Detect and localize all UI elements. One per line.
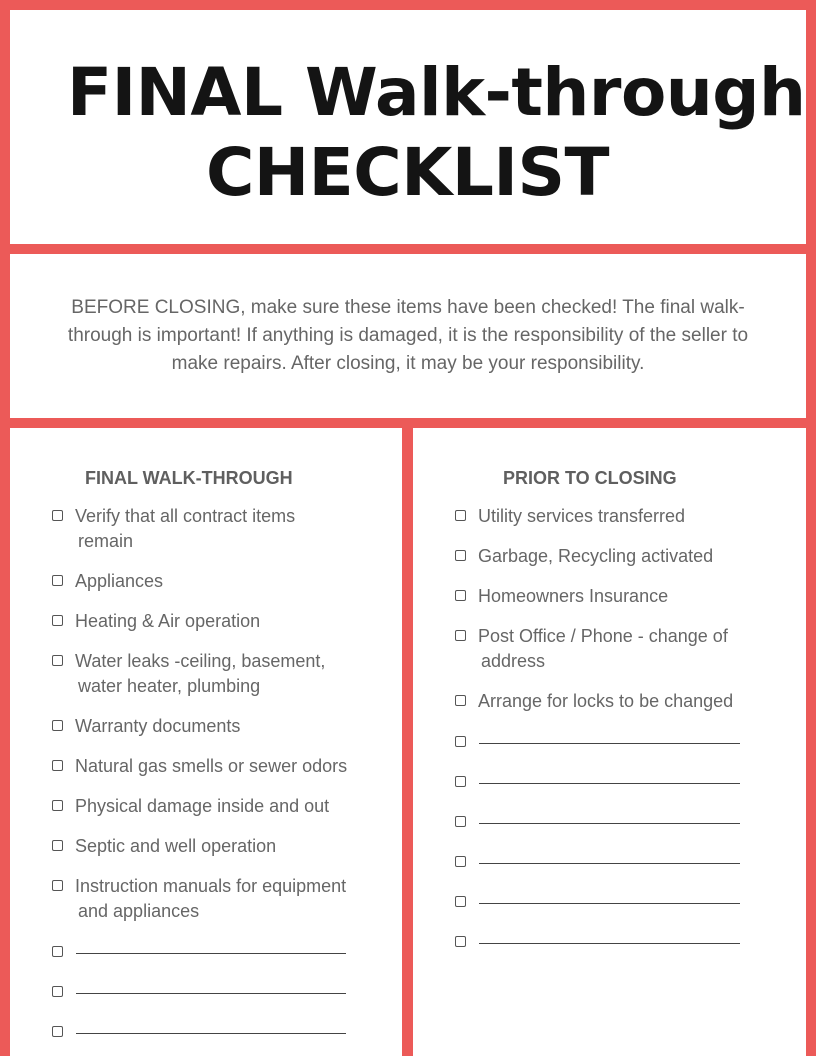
checklist-item[interactable]: [52, 714, 240, 739]
item-label: Homeowners Insurance: [478, 586, 669, 606]
write-in-line[interactable]: [76, 1033, 346, 1034]
item-label: Instruction manuals for equipment: [75, 876, 347, 896]
checklist-item[interactable]: [52, 569, 163, 594]
checklist-item[interactable]: [52, 794, 329, 819]
checkbox-icon[interactable]: [52, 655, 63, 666]
checkbox-icon[interactable]: [455, 736, 466, 747]
blank-checklist-item[interactable]: [455, 810, 740, 827]
item-label: Natural gas smells or sewer odors: [75, 756, 348, 776]
item-label: Physical damage inside and out: [75, 796, 330, 816]
write-in-line[interactable]: [479, 783, 740, 784]
write-in-line[interactable]: [479, 863, 740, 864]
prior-to-closing-panel: [413, 428, 806, 1056]
checkbox-icon[interactable]: [52, 880, 63, 891]
checkbox-icon[interactable]: [52, 575, 63, 586]
intro-text: BEFORE CLOSING, make sure these items have been checked! The final walk-through is important! If anything is damaged, it is the responsibility of the seller to make repairs. After closing, it may be your responsibility.: [67, 297, 749, 374]
checklist-item[interactable]: [455, 624, 728, 674]
final-walkthrough-panel: [10, 428, 402, 1056]
checkbox-icon[interactable]: [52, 986, 63, 997]
checklist-item[interactable]: [52, 504, 295, 554]
checkbox-icon[interactable]: [455, 896, 466, 907]
checklist-item[interactable]: [52, 609, 260, 634]
item-label-continued: water heater, plumbing: [78, 676, 261, 696]
checkbox-icon[interactable]: [455, 856, 466, 867]
blank-checklist-item[interactable]: [455, 890, 740, 907]
checkbox-icon[interactable]: [455, 695, 466, 706]
intro-panel: [10, 254, 806, 418]
checkbox-icon[interactable]: [52, 760, 63, 771]
checkbox-icon[interactable]: [52, 615, 63, 626]
checkbox-icon[interactable]: [52, 840, 63, 851]
write-in-line[interactable]: [479, 903, 740, 904]
item-label: Arrange for locks to be changed: [478, 691, 734, 711]
item-label: Garbage, Recycling activated: [478, 546, 714, 566]
item-label: Water leaks -ceiling, basement,: [75, 651, 326, 671]
checkbox-icon[interactable]: [52, 720, 63, 731]
title-panel: [10, 10, 806, 244]
checkbox-icon[interactable]: [455, 776, 466, 787]
write-in-line[interactable]: [76, 993, 346, 994]
write-in-line[interactable]: [479, 823, 740, 824]
item-label-continued: remain: [78, 531, 134, 551]
checkbox-icon[interactable]: [455, 936, 466, 947]
item-label-continued: address: [481, 651, 546, 671]
checklist-item[interactable]: [455, 544, 713, 569]
item-label: Utility services transferred: [478, 506, 686, 526]
checklist-item[interactable]: [455, 689, 733, 714]
checklist-item[interactable]: [52, 834, 276, 859]
item-label: Appliances: [75, 571, 164, 591]
write-in-line[interactable]: [479, 743, 740, 744]
checkbox-icon[interactable]: [455, 510, 466, 521]
final-walkthrough-heading: FINAL WALK-THROUGH: [85, 468, 293, 488]
blank-checklist-item[interactable]: [455, 730, 740, 747]
write-in-line[interactable]: [479, 943, 740, 944]
blank-checklist-item[interactable]: [455, 930, 740, 947]
checkbox-icon[interactable]: [455, 550, 466, 561]
checkbox-icon[interactable]: [52, 800, 63, 811]
checklist-item[interactable]: [455, 584, 668, 609]
checklist-item[interactable]: [455, 504, 685, 529]
blank-checklist-item[interactable]: [52, 980, 346, 997]
checklist-item[interactable]: [52, 874, 346, 924]
checkbox-icon[interactable]: [52, 1026, 63, 1037]
checkbox-icon[interactable]: [455, 816, 466, 827]
checklist-item[interactable]: [52, 649, 325, 699]
checklist-item[interactable]: [52, 754, 347, 779]
write-in-line[interactable]: [76, 953, 346, 954]
item-label: Verify that all contract items: [75, 506, 296, 526]
blank-checklist-item[interactable]: [52, 1020, 346, 1037]
checkbox-icon[interactable]: [52, 510, 63, 521]
blank-checklist-item[interactable]: [455, 770, 740, 787]
item-label: Post Office / Phone - change of: [478, 626, 728, 646]
item-label: Heating & Air operation: [75, 611, 261, 631]
item-label: Warranty documents: [75, 716, 241, 736]
checkbox-icon[interactable]: [455, 590, 466, 601]
page-title-line-2: CHECKLIST: [206, 134, 610, 211]
blank-checklist-item[interactable]: [52, 940, 346, 957]
page-title-line-1: FINAL Walk-through: [67, 54, 806, 131]
item-label-continued: and appliances: [78, 901, 200, 921]
checkbox-icon[interactable]: [52, 946, 63, 957]
prior-to-closing-heading: PRIOR TO CLOSING: [503, 468, 677, 488]
item-label: Septic and well operation: [75, 836, 277, 856]
blank-checklist-item[interactable]: [455, 850, 740, 867]
checkbox-icon[interactable]: [455, 630, 466, 641]
